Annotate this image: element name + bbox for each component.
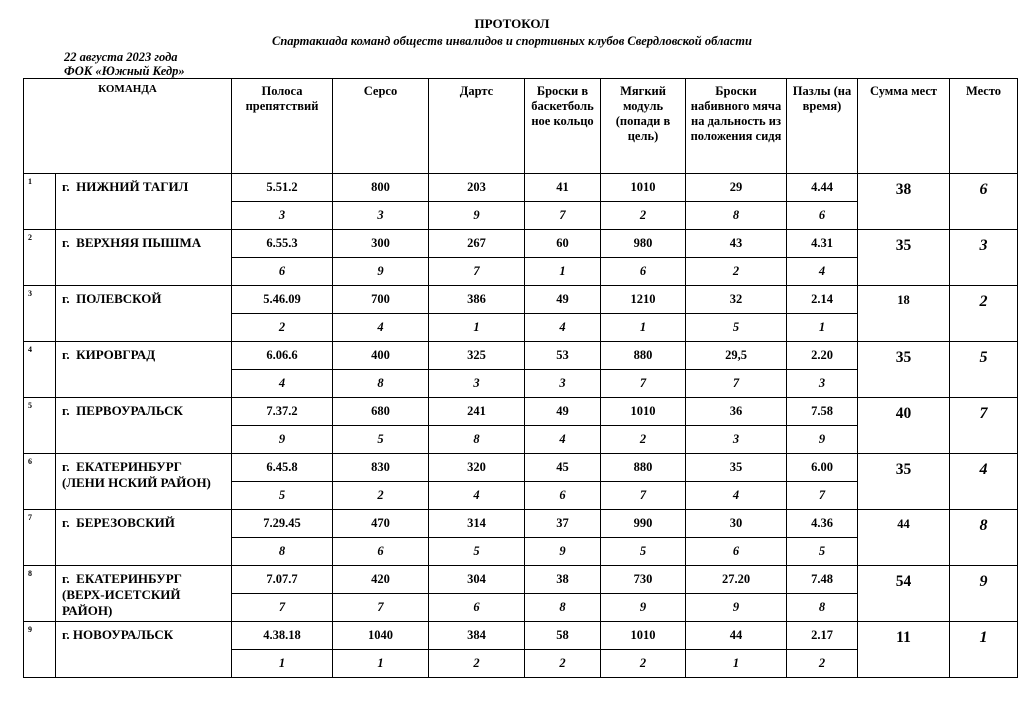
place-cell: 9: [787, 426, 858, 454]
place-cell: 6: [525, 482, 601, 510]
result-cell: 6.45.8: [232, 454, 333, 482]
table-header-row: [24, 79, 1018, 174]
result-cell: 41: [525, 174, 601, 202]
place-cell: 9: [601, 594, 686, 622]
place-cell: 2: [333, 482, 429, 510]
place-cell: 6: [601, 258, 686, 286]
result-cell: 53: [525, 342, 601, 370]
final-place: 1: [950, 622, 1018, 678]
result-cell: 700: [333, 286, 429, 314]
result-cell: 7.07.7: [232, 566, 333, 594]
team-name: г. ЕКАТЕРИНБУРГ (ВЕРХ-ИСЕТСКИЙ РАЙОН): [56, 566, 232, 622]
place-cell: 1: [232, 650, 333, 678]
team-number: 9: [24, 622, 56, 678]
place-cell: 9: [686, 594, 787, 622]
result-cell: 6.06.6: [232, 342, 333, 370]
place-cell: 6: [686, 538, 787, 566]
sum-of-places: 40: [858, 398, 950, 454]
result-cell: 830: [333, 454, 429, 482]
place-cell: 6: [787, 202, 858, 230]
place-cell: 3: [429, 370, 525, 398]
final-place: 9: [950, 566, 1018, 622]
result-cell: 1040: [333, 622, 429, 650]
place-cell: 1: [333, 650, 429, 678]
team-name: г. ПОЛЕВСКОЙ: [56, 286, 232, 342]
place-cell: 9: [525, 538, 601, 566]
result-cell: 43: [686, 230, 787, 258]
place-cell: 2: [787, 650, 858, 678]
header-sum: Сумма мест: [858, 79, 950, 174]
team-results-row: [24, 622, 1018, 650]
result-cell: 384: [429, 622, 525, 650]
final-place: 5: [950, 342, 1018, 398]
place-cell: 2: [525, 650, 601, 678]
document-title: ПРОТОКОЛ: [474, 16, 550, 31]
result-cell: 680: [333, 398, 429, 426]
team-number: 3: [24, 286, 56, 342]
result-cell: 420: [333, 566, 429, 594]
place-cell: 5: [232, 482, 333, 510]
result-cell: 29,5: [686, 342, 787, 370]
sum-of-places: 35: [858, 342, 950, 398]
sum-of-places: 44: [858, 510, 950, 566]
result-cell: 320: [429, 454, 525, 482]
result-cell: 7.48: [787, 566, 858, 594]
place-cell: 4: [232, 370, 333, 398]
result-cell: 386: [429, 286, 525, 314]
place-cell: 6: [333, 538, 429, 566]
place-cell: 6: [232, 258, 333, 286]
place-cell: 1: [429, 314, 525, 342]
place-cell: 1: [787, 314, 858, 342]
result-cell: 4.31: [787, 230, 858, 258]
header-darts: Дартс: [429, 79, 525, 174]
result-cell: 1010: [601, 622, 686, 650]
place-cell: 2: [686, 258, 787, 286]
result-cell: 980: [601, 230, 686, 258]
place-cell: 5: [333, 426, 429, 454]
team-results-row: [24, 510, 1018, 538]
result-cell: 4.36: [787, 510, 858, 538]
place-cell: 4: [525, 314, 601, 342]
result-cell: 44: [686, 622, 787, 650]
team-name: г. ВЕРХНЯЯ ПЫШМА: [56, 230, 232, 286]
place-cell: 8: [232, 538, 333, 566]
result-cell: 880: [601, 454, 686, 482]
sum-of-places: 35: [858, 454, 950, 510]
team-name: г. НОВОУРАЛЬСК: [56, 622, 232, 678]
team-name: г. БЕРЕЗОВСКИЙ: [56, 510, 232, 566]
result-cell: 241: [429, 398, 525, 426]
result-cell: 400: [333, 342, 429, 370]
place-cell: 7: [787, 482, 858, 510]
result-cell: 2.17: [787, 622, 858, 650]
place-cell: 5: [429, 538, 525, 566]
final-place: 7: [950, 398, 1018, 454]
final-place: 6: [950, 174, 1018, 230]
sum-of-places: 18: [858, 286, 950, 342]
sum-of-places: 38: [858, 174, 950, 230]
place-cell: 9: [232, 426, 333, 454]
result-cell: 304: [429, 566, 525, 594]
result-cell: 4.38.18: [232, 622, 333, 650]
place-cell: 3: [525, 370, 601, 398]
place-cell: 2: [429, 650, 525, 678]
result-cell: 7.37.2: [232, 398, 333, 426]
place-cell: 1: [601, 314, 686, 342]
result-cell: 29: [686, 174, 787, 202]
place-cell: 1: [686, 650, 787, 678]
results-table: [23, 78, 1018, 678]
result-cell: 300: [333, 230, 429, 258]
result-cell: 58: [525, 622, 601, 650]
result-cell: 36: [686, 398, 787, 426]
place-cell: 7: [525, 202, 601, 230]
result-cell: 7.29.45: [232, 510, 333, 538]
result-cell: 800: [333, 174, 429, 202]
place-cell: 2: [601, 426, 686, 454]
team-number: 2: [24, 230, 56, 286]
sum-of-places: 11: [858, 622, 950, 678]
team-name: г. ПЕРВОУРАЛЬСК: [56, 398, 232, 454]
result-cell: 880: [601, 342, 686, 370]
result-cell: 470: [333, 510, 429, 538]
team-results-row: [24, 454, 1018, 482]
header-serso: Серсо: [333, 79, 429, 174]
team-results-row: [24, 286, 1018, 314]
event-venue: ФОК «Южный Кедр»: [64, 64, 185, 78]
team-name: г. КИРОВГРАД: [56, 342, 232, 398]
sum-of-places: 54: [858, 566, 950, 622]
place-cell: 9: [333, 258, 429, 286]
result-cell: 27.20: [686, 566, 787, 594]
result-cell: 5.51.2: [232, 174, 333, 202]
result-cell: 32: [686, 286, 787, 314]
place-cell: 9: [429, 202, 525, 230]
header-team: КОМАНДА: [24, 79, 232, 174]
result-cell: 2.14: [787, 286, 858, 314]
result-cell: 267: [429, 230, 525, 258]
place-cell: 5: [686, 314, 787, 342]
place-cell: 8: [787, 594, 858, 622]
result-cell: 1010: [601, 174, 686, 202]
place-cell: 3: [787, 370, 858, 398]
team-name: г. ЕКАТЕРИНБУРГ (ЛЕНИ НСКИЙ РАЙОН): [56, 454, 232, 510]
team-results-row: [24, 174, 1018, 202]
place-cell: 5: [601, 538, 686, 566]
place-cell: 2: [601, 650, 686, 678]
place-cell: 4: [686, 482, 787, 510]
place-cell: 4: [429, 482, 525, 510]
team-number: 1: [24, 174, 56, 230]
result-cell: 30: [686, 510, 787, 538]
place-cell: 2: [232, 314, 333, 342]
place-cell: 1: [525, 258, 601, 286]
document-subtitle: Спартакиада команд обществ инвалидов и спортивных клубов Свердловской области: [272, 34, 752, 48]
header-soft-module: Мягкий модуль (попади в цель): [601, 79, 686, 174]
result-cell: 203: [429, 174, 525, 202]
header-obstacle-course: Полоса препятствий: [232, 79, 333, 174]
team-results-row: [24, 230, 1018, 258]
team-number: 5: [24, 398, 56, 454]
result-cell: 6.00: [787, 454, 858, 482]
result-cell: 6.55.3: [232, 230, 333, 258]
result-cell: 45: [525, 454, 601, 482]
team-number: 6: [24, 454, 56, 510]
result-cell: 325: [429, 342, 525, 370]
result-cell: 4.44: [787, 174, 858, 202]
header-place: Место: [950, 79, 1018, 174]
result-cell: 730: [601, 566, 686, 594]
place-cell: 7: [333, 594, 429, 622]
place-cell: 4: [525, 426, 601, 454]
place-cell: 8: [333, 370, 429, 398]
team-name: г. НИЖНИЙ ТАГИЛ: [56, 174, 232, 230]
result-cell: 60: [525, 230, 601, 258]
result-cell: 35: [686, 454, 787, 482]
result-cell: 990: [601, 510, 686, 538]
result-cell: 5.46.09: [232, 286, 333, 314]
final-place: 8: [950, 510, 1018, 566]
header-medicine-ball: Броски набивного мяча на дальность из положения сидя: [686, 79, 787, 174]
event-date: 22 августа 2023 года: [64, 50, 178, 64]
result-cell: 1010: [601, 398, 686, 426]
result-cell: 49: [525, 398, 601, 426]
result-cell: 37: [525, 510, 601, 538]
place-cell: 7: [232, 594, 333, 622]
result-cell: 314: [429, 510, 525, 538]
place-cell: 8: [686, 202, 787, 230]
result-cell: 38: [525, 566, 601, 594]
final-place: 2: [950, 286, 1018, 342]
place-cell: 7: [601, 370, 686, 398]
place-cell: 3: [232, 202, 333, 230]
place-cell: 3: [686, 426, 787, 454]
place-cell: 4: [787, 258, 858, 286]
sum-of-places: 35: [858, 230, 950, 286]
team-results-row: [24, 566, 1018, 594]
header-basketball: Броски в баскетболь ное кольцо: [525, 79, 601, 174]
team-number: 7: [24, 510, 56, 566]
place-cell: 2: [601, 202, 686, 230]
place-cell: 6: [429, 594, 525, 622]
final-place: 4: [950, 454, 1018, 510]
team-results-row: [24, 342, 1018, 370]
place-cell: 7: [429, 258, 525, 286]
team-results-row: [24, 398, 1018, 426]
place-cell: 3: [333, 202, 429, 230]
place-cell: 8: [525, 594, 601, 622]
place-cell: 4: [333, 314, 429, 342]
place-cell: 5: [787, 538, 858, 566]
result-cell: 7.58: [787, 398, 858, 426]
place-cell: 8: [429, 426, 525, 454]
place-cell: 7: [601, 482, 686, 510]
result-cell: 1210: [601, 286, 686, 314]
header-puzzles: Пазлы (на время): [787, 79, 858, 174]
result-cell: 49: [525, 286, 601, 314]
result-cell: 2.20: [787, 342, 858, 370]
team-number: 8: [24, 566, 56, 622]
place-cell: 7: [686, 370, 787, 398]
team-number: 4: [24, 342, 56, 398]
final-place: 3: [950, 230, 1018, 286]
